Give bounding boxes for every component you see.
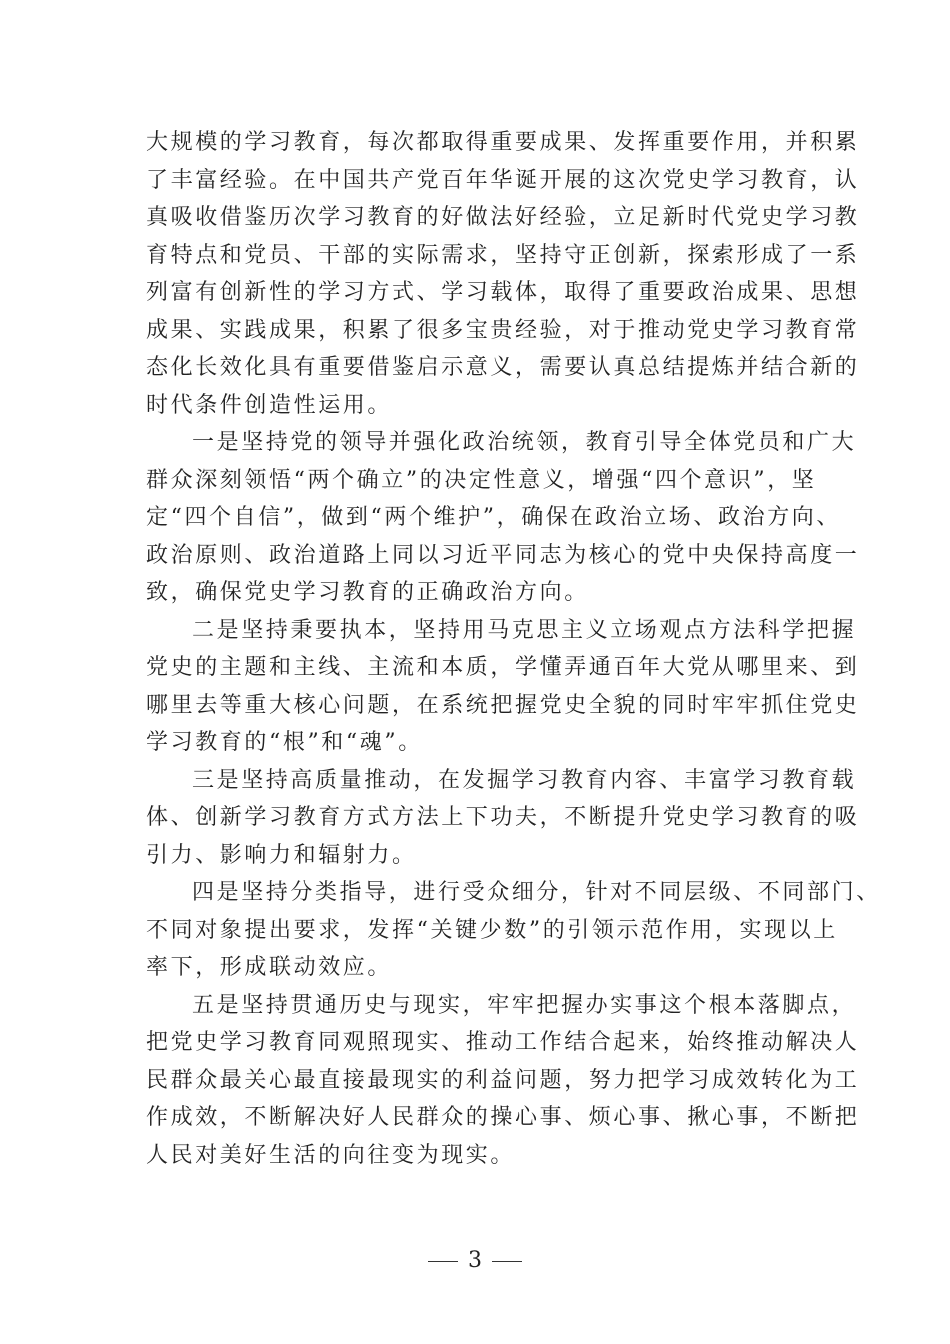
text-line: 成果、实践成果，积累了很多宝贵经验，对于推动党史学习教育常 xyxy=(146,317,860,343)
text-line: 大规模的学习教育，每次都取得重要成果、发挥重要作用，并积累 xyxy=(146,130,860,155)
text-line: 政治原则、政治道路上同以习近平同志为核心的党中央保持高度一 xyxy=(146,542,860,568)
text-line: 不同对象提出要求，发挥“关键少数”的引领示范作用，实现以上 xyxy=(146,917,838,943)
text-line: 把党史学习教育同观照现实、推动工作结合起来，始终推动解决人 xyxy=(146,1030,860,1055)
text-line: 群众深刻领悟“两个确立”的决定性意义，增强“四个意识”，坚 xyxy=(146,467,817,493)
body-text xyxy=(146,124,881,1174)
text-line: 四是坚持分类指导，进行受众细分，针对不同层级、不同部门、 xyxy=(192,880,881,905)
text-line: 真吸收借鉴历次学习教育的好做法好经验，立足新时代党史学习教 xyxy=(146,205,860,230)
text-line: 二是坚持秉要执本，坚持用马克思主义立场观点方法科学把握 xyxy=(192,617,857,643)
footer-dash-left xyxy=(428,1261,458,1262)
text-line: 民群众最关心最直接最现实的利益问题，努力把学习成效转化为工 xyxy=(146,1067,860,1093)
text-line: 人民对美好生活的向往变为现实。 xyxy=(146,1142,516,1168)
text-line: 作成效，不断解决好人民群众的操心事、烦心事、揪心事，不断把 xyxy=(146,1105,860,1130)
text-line: 率下，形成联动效应。 xyxy=(146,955,393,980)
page-number: 3 xyxy=(468,1248,482,1273)
text-line: 态化长效化具有重要借鉴启示意义，需要认真总结提炼并结合新的 xyxy=(146,355,860,380)
text-line: 定“四个自信”，做到“两个维护”，确保在政治立场、政治方向、 xyxy=(146,505,841,530)
text-line: 哪里去等重大核心问题，在系统把握党史全貌的同时牢牢抓住党史 xyxy=(146,692,860,718)
text-line: 育特点和党员、干部的实际需求，坚持守正创新，探索形成了一系 xyxy=(146,242,860,268)
footer-dash-right xyxy=(492,1261,522,1262)
text-line: 五是坚持贯通历史与现实，牢牢把握办实事这个根本落脚点， xyxy=(192,992,857,1018)
text-line: 三是坚持高质量推动，在发掘学习教育内容、丰富学习教育载 xyxy=(192,767,857,793)
text-line: 列富有创新性的学习方式、学习载体，取得了重要政治成果、思想 xyxy=(146,280,860,305)
text-line: 党史的主题和主线、主流和本质，学懂弄通百年大党从哪里来、到 xyxy=(146,655,860,680)
text-line: 学习教育的“根”和“魂”。 xyxy=(146,730,423,755)
text-line: 时代条件创造性运用。 xyxy=(146,392,393,418)
text-line: 致，确保党史学习教育的正确政治方向。 xyxy=(146,580,589,605)
text-line: 一是坚持党的领导并强化政治统领，教育引导全体党员和广大 xyxy=(192,430,857,455)
text-line: 体、创新学习教育方式方法上下功夫，不断提升党史学习教育的吸 xyxy=(146,805,860,830)
text-line: 引力、影响力和辐射力。 xyxy=(146,842,417,868)
text-line: 了丰富经验。在中国共产党百年华诞开展的这次党史学习教育，认 xyxy=(146,167,860,193)
page-footer xyxy=(0,1246,950,1276)
